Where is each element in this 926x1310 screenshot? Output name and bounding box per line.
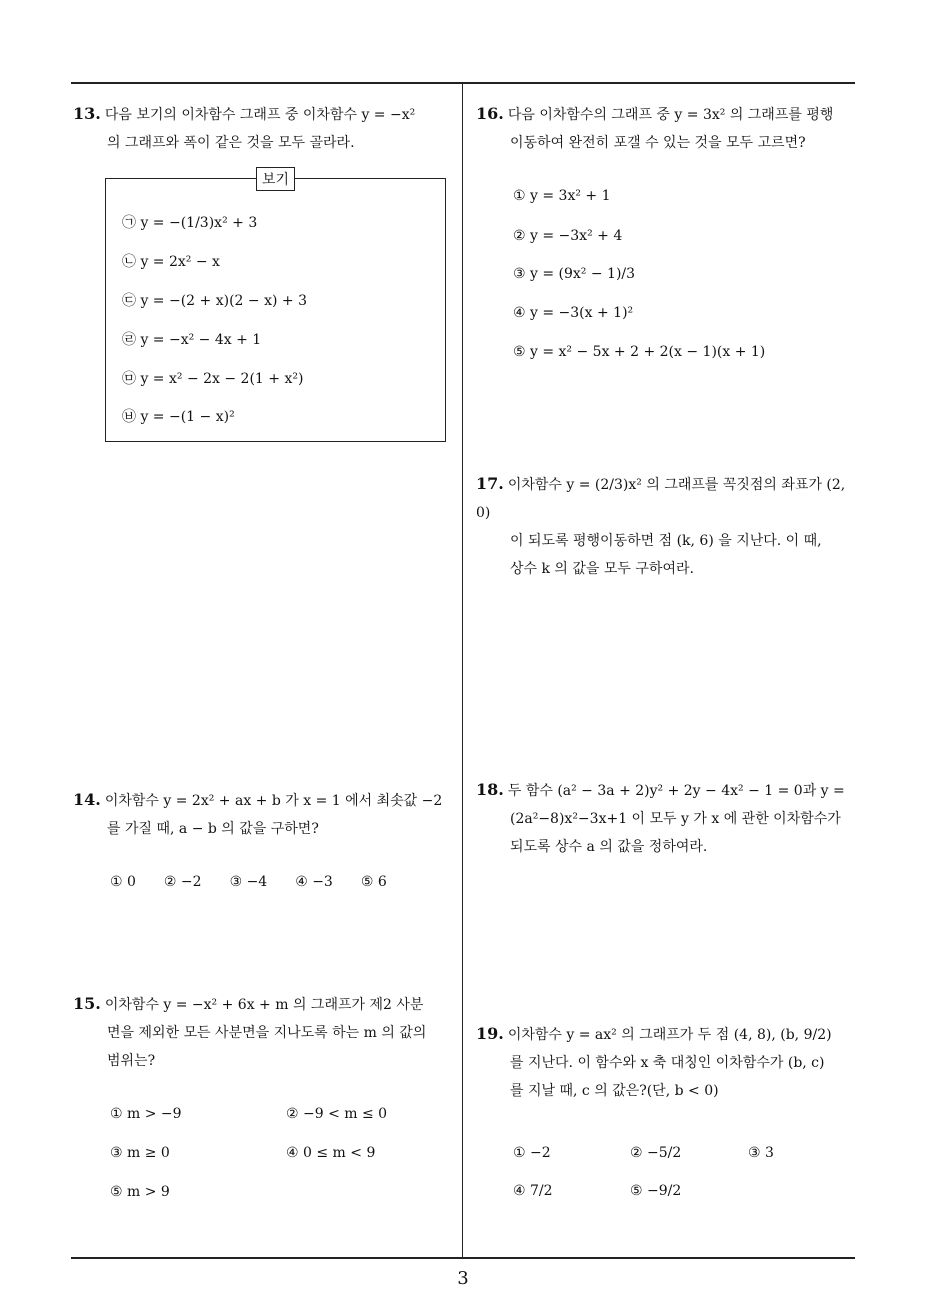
option[interactable]: ④ 7/2: [513, 1183, 553, 1199]
option[interactable]: ② −9 < m ≤ 0: [286, 1106, 388, 1122]
question-line: 면을 제외한 모든 사분면을 지나도록 하는 m 의 값의: [107, 1025, 427, 1041]
page-number: 3: [457, 1268, 469, 1289]
problem-18: [476, 776, 861, 861]
problem-13: [73, 100, 458, 157]
example-item: ㉤ y = x² − 2x − 2(1 + x²): [122, 371, 304, 387]
question-line: 이동하여 완전히 포갤 수 있는 것을 모두 고르면?: [510, 135, 806, 151]
option[interactable]: ① m > −9: [110, 1106, 182, 1122]
option[interactable]: ⑤ m > 9: [110, 1184, 170, 1200]
option[interactable]: ④ y = −3(x + 1)²: [513, 305, 634, 321]
option[interactable]: ④ −3: [295, 874, 333, 890]
problem-number: 16.: [476, 104, 504, 123]
option[interactable]: ① 0: [110, 874, 136, 890]
problem-14: [73, 786, 458, 843]
problem-19: [476, 1020, 861, 1105]
question-line: 이차함수 y = (2/3)x² 의 그래프를 꼭짓점의 좌표가 (2, 0): [476, 477, 846, 521]
problem-number: 14.: [73, 790, 101, 809]
problem-17: [476, 470, 861, 583]
example-item: ㉥ y = −(1 − x)²: [122, 409, 235, 425]
option[interactable]: ④ 0 ≤ m < 9: [286, 1145, 376, 1161]
bottom-rule: [71, 1257, 855, 1259]
option[interactable]: ⑤ 6: [360, 874, 387, 890]
option[interactable]: ② −2: [163, 874, 202, 890]
option[interactable]: ② y = −3x² + 4: [513, 228, 623, 244]
column-divider: [462, 84, 463, 1258]
question-line: 범위는?: [107, 1053, 156, 1069]
question-line: 이차함수 y = 2x² + ax + b 가 x = 1 에서 최솟값 −2: [104, 793, 443, 809]
question-line: 를 가질 때, a − b 의 값을 구하면?: [107, 821, 319, 837]
question-line: 다음 보기의 이차함수 그래프 중 이차함수 y = −x²: [104, 107, 416, 123]
question-line: 이차함수 y = −x² + 6x + m 의 그래프가 제2 사분: [104, 997, 424, 1013]
example-item: ㉣ y = −x² − 4x + 1: [122, 332, 262, 348]
question-line: (2a²−8)x²−3x+1 이 모두 y 가 x 에 관한 이차함수가: [510, 811, 841, 827]
option[interactable]: ③ y = (9x² − 1)/3: [513, 266, 636, 282]
option[interactable]: ③ 3: [748, 1145, 774, 1161]
question-line: 이 되도록 평행이동하면 점 (k, 6) 을 지난다. 이 때,: [510, 533, 822, 549]
problem-number: 19.: [476, 1024, 504, 1043]
option[interactable]: ③ −4: [229, 874, 268, 890]
problem-number: 18.: [476, 780, 504, 799]
question-line: 를 지난다. 이 함수와 x 축 대칭인 이차함수가 (b, c): [510, 1055, 825, 1071]
question-line: 두 함수 (a² − 3a + 2)y² + 2y − 4x² − 1 = 0과 y =: [507, 783, 845, 799]
option[interactable]: ① y = 3x² + 1: [513, 188, 611, 204]
example-item: ㉠ y = −(1/3)x² + 3: [122, 215, 258, 231]
problem-15: [73, 990, 458, 1075]
option[interactable]: ③ m ≥ 0: [110, 1145, 170, 1161]
example-item: ㉡ y = 2x² − x: [122, 254, 220, 270]
top-rule: [71, 82, 855, 84]
example-item: ㉢ y = −(2 + x)(2 − x) + 3: [122, 293, 307, 309]
question-line: 이차함수 y = ax² 의 그래프가 두 점 (4, 8), (b, 9/2): [507, 1027, 832, 1043]
problem-number: 13.: [73, 104, 101, 123]
question-line: 의 그래프와 폭이 같은 것을 모두 골라라.: [107, 135, 355, 151]
problem-number: 17.: [476, 474, 504, 493]
options-row: [110, 874, 415, 890]
question-line: 되도록 상수 a 의 값을 정하여라.: [510, 839, 708, 855]
question-line: 를 지날 때, c 의 값은?(단, b < 0): [510, 1083, 719, 1099]
example-box-title: 보기: [256, 167, 295, 191]
question-line: 상수 k 의 값을 모두 구하여라.: [510, 561, 694, 577]
problem-number: 15.: [73, 994, 101, 1013]
option[interactable]: ⑤ y = x² − 5x + 2 + 2(x − 1)(x + 1): [513, 344, 766, 360]
question-line: 다음 이차함수의 그래프 중 y = 3x² 의 그래프를 평행: [507, 107, 834, 123]
option[interactable]: ⑤ −9/2: [630, 1183, 682, 1199]
problem-16: [476, 100, 861, 157]
option[interactable]: ① −2: [513, 1145, 551, 1161]
option[interactable]: ② −5/2: [630, 1145, 682, 1161]
